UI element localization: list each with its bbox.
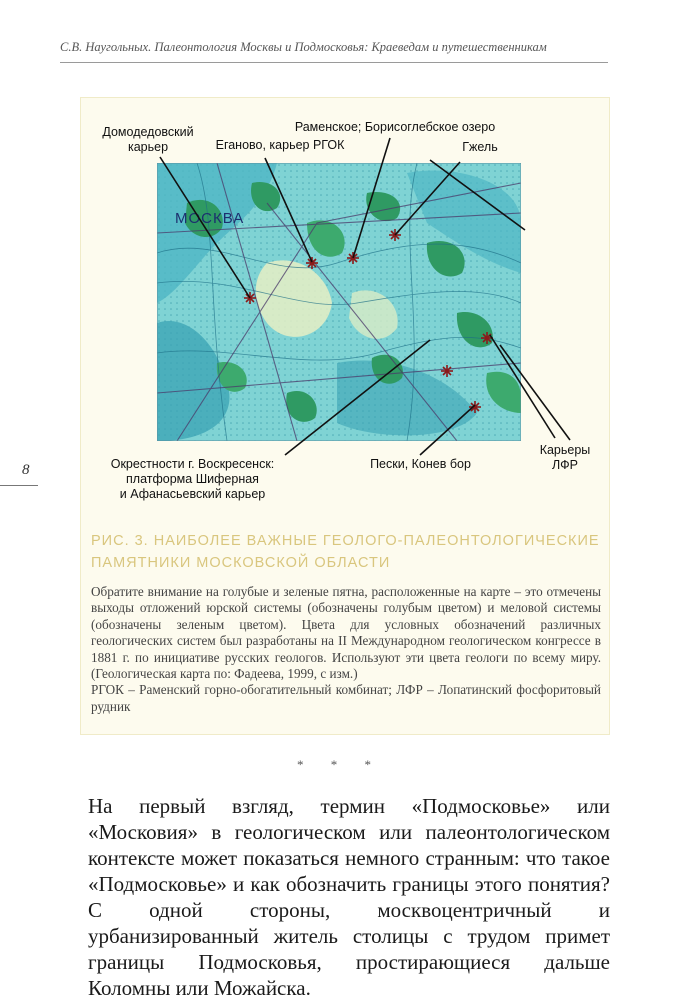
label-voskresensk: Окрестности г. Воскресенск: платформа Шиферная и Афанасьевский карьер — [110, 457, 275, 501]
label-gzhel: Гжель — [462, 140, 498, 154]
label-domodedovo: Домодедовский карьер — [102, 125, 194, 154]
figure-caption-body — [91, 584, 601, 715]
label-ramenskoe: Раменское; Борисоглебское озеро — [294, 120, 496, 134]
caption-paragraph: РГОК – Раменский горно-обогатительный комбинат; ЛФР – Лопатинский фосфоритовый рудник — [91, 682, 601, 714]
figure-caption-title: РИС. 3. НАИБОЛЕЕ ВАЖНЫЕ ГЕОЛОГО-ПАЛЕОНТОЛОГИЧЕСКИЕ ПАМЯТНИКИ МОСКОВСКОЙ ОБЛАСТИ — [91, 533, 600, 571]
caption-paragraph: Обратите внимание на голубые и зеленые пятна, расположенные на карте – это отмечены выходы отложений юрской системы (обозначены голубым цветом) и меловой системы (обозначены зеленым цветом). Цвета для условных обозначений различных геологических систем был разработаны на II Международном геологическом конгрессе в 1881 г. по инициативе русских геологов. Используют эти цвета геологи по всему миру. (Геологическая карта по: Фадеева, 1999, с изм.) — [91, 584, 601, 682]
label-lfr: Карьеры ЛФР — [539, 443, 591, 472]
body-paragraph — [88, 793, 610, 1001]
header-author: С.В. Наугольных. — [60, 40, 152, 54]
header-title: Палеонтология Москвы и Подмосковья: Краеведам и путешественникам — [154, 40, 547, 54]
label-eganovo: Еганово, карьер РГОК — [215, 138, 345, 152]
label-peski: Пески, Конев бор — [370, 457, 471, 471]
map-label-moscow: МОСКВА — [175, 210, 245, 227]
body-text: На первый взгляд, термин «Подмосковье» или «Московия» в геологическом или палеонтологическом контексте может показаться немного странным: что такое «Подмосковье» и как обозначить границы этого понятия? С одной стороны, москвоцентричный и урбанизированный житель столицы с трудом примет границы Подмосковья, простирающиеся дальше Коломны или Можайска. — [88, 794, 610, 1000]
section-divider: * * * — [297, 757, 383, 772]
page-number: 8 — [22, 462, 30, 478]
